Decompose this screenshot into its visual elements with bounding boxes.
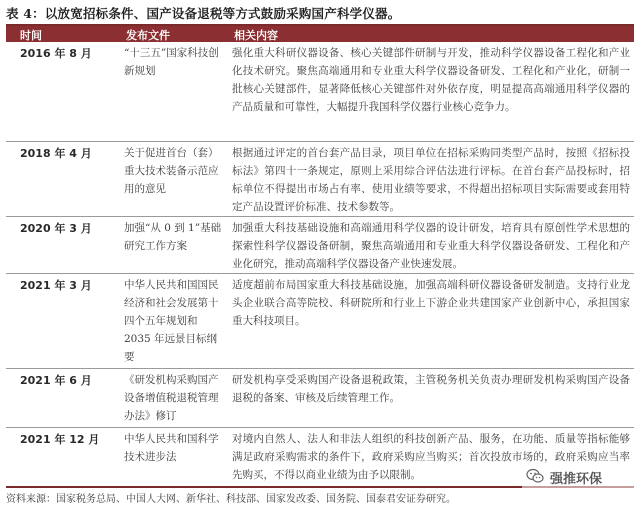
wechat-icon	[526, 468, 544, 484]
row-document: “十三五”国家科技创新规划	[124, 47, 219, 77]
row-date: 2020 年 3 月	[20, 222, 92, 235]
row-document: 《研发机构采购国产设备增值税退税管理办法》修订	[124, 374, 219, 422]
table-title: 表 4：以放宽招标条件、国产设备退税等方式鼓励采购国产科学仪器。	[6, 6, 401, 21]
table-row	[6, 274, 634, 368]
source-note: 资料来源：国家税务总局、中国人大网、新华社、科技部、国家发改委、国务院、国泰君安证券研究。	[6, 494, 456, 505]
watermark-text: 强推环保	[550, 472, 603, 487]
header-content: 相关内容	[234, 29, 278, 42]
row-content: 适度超前布局国家重大科技基础设施，加强高端科研仪器设备研发制造。支持行业龙头企业联合高等院校、科研院所和行业上下游企业共建国家产业创新中心，承担国家重大科技项目。	[232, 279, 630, 327]
row-content: 对境内自然人、法人和非法人组织的科技创新产品、服务，在功能、质量等指标能够满足政府采购需求的条件下，政府采购应当购买；首次投放市场的，政府采购应当率先购买，不得以商业业绩为由予以限制。	[232, 433, 630, 481]
watermark	[522, 466, 638, 488]
row-content: 强化重大科研仪器设备、核心关键部件研制与开发，推动科学仪器设备工程化和产业化技术研究。聚焦高端通用和专业重大科学仪器设备研发、工程化和产业化，研制一批核心关键部件，显著降低核心关键部件对外依存度，明显提高高端通用科学仪器的产品质量和可靠性，大幅提升我国科学仪器行业核心竞争力。	[232, 47, 630, 113]
row-date: 2016 年 8 月	[20, 47, 92, 60]
header-document: 发布文件	[126, 29, 170, 42]
table-row	[6, 142, 634, 216]
row-document: 中华人民共和国国民经济和社会发展第十四个五年规划和 2035 年远景目标纲要	[124, 279, 219, 363]
row-date: 2018 年 4 月	[20, 147, 92, 160]
table-row	[6, 217, 634, 273]
row-date: 2021 年 12 月	[20, 433, 100, 446]
table-row	[6, 369, 634, 427]
row-date: 2021 年 6 月	[20, 374, 92, 387]
row-content: 根据通过评定的首台套产品目录，项目单位在招标采购同类型产品时，按照《招标投标法》第四十一条规定，原则上采用综合评估法进行评标。在首台套产品投标时，招标单位不得提出市场占有率、使用业绩等要求，不得超出招标项目实际需要或套用特定产品设置评价标准、技术参数等。	[232, 147, 630, 213]
header-time: 时间	[20, 29, 42, 42]
row-date: 2021 年 3 月	[20, 279, 92, 292]
row-document: 加强“从 0 到 1”基础研究工作方案	[124, 222, 222, 252]
row-content: 研发机构享受采购国产设备退税政策，主管税务机关负责办理研发机构采购国产设备退税的备案、审核及后续管理工作。	[232, 374, 630, 404]
table-header	[6, 26, 634, 42]
table-row	[6, 42, 634, 142]
row-document: 中华人民共和国科学技术进步法	[124, 433, 219, 463]
row-content: 加强重大科技基础设施和高端通用科学仪器的设计研发，培育具有原创性学术思想的探索性科学仪器设备研制，聚焦高端通用和专业重大科学仪器设备研发、工程化和产业化研究，推动高端科学仪器设备产业快速发展。	[232, 222, 630, 270]
row-document: 关于促进首台（套）重大技术装备示范应用的意见	[124, 147, 219, 195]
